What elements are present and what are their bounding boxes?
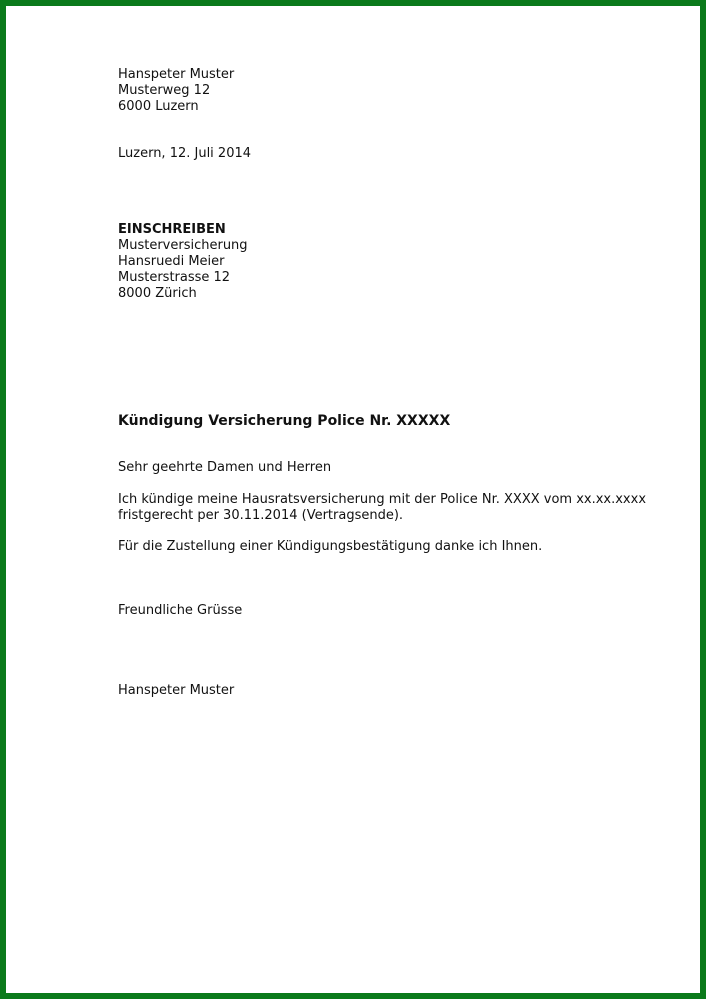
sender-street: Musterweg 12 [118, 83, 211, 98]
closing-block [118, 603, 678, 619]
closing: Freundliche Grüsse [118, 603, 243, 618]
place-date: Luzern, 12. Juli 2014 [118, 146, 252, 161]
sender-name: Hanspeter Muster [118, 67, 235, 82]
body-paragraph-1 [118, 492, 678, 524]
recipient-contact: Hansruedi Meier [118, 254, 225, 269]
signature-block [118, 683, 678, 699]
body-paragraph-2-line: Für die Zustellung einer Kündigungsbestätigung danke ich Ihnen. [118, 539, 543, 554]
salutation: Sehr geehrte Damen und Herren [118, 460, 332, 475]
salutation-block [118, 460, 678, 476]
sender-city: 6000 Luzern [118, 99, 199, 114]
body-paragraph-1-line-2: fristgerecht per 30.11.2014 (Vertragsende). [118, 508, 404, 523]
body-paragraph-2 [118, 539, 678, 555]
body-paragraph-1-line-1: Ich kündige meine Hausratsversicherung mit der Police Nr. XXXX vom xx.xx.xxxx [118, 492, 647, 507]
sender-address [118, 67, 678, 115]
signature: Hanspeter Muster [118, 683, 235, 698]
recipient-address [118, 222, 678, 302]
registered-mail-label: EINSCHREIBEN [118, 222, 226, 237]
recipient-company: Musterversicherung [118, 238, 248, 253]
subject-block [118, 412, 678, 430]
letter [118, 67, 678, 699]
place-date-block [118, 146, 678, 162]
letter-subject: Kündigung Versicherung Police Nr. XXXXX [118, 413, 451, 429]
recipient-street: Musterstrasse 12 [118, 270, 231, 285]
recipient-city: 8000 Zürich [118, 286, 197, 301]
